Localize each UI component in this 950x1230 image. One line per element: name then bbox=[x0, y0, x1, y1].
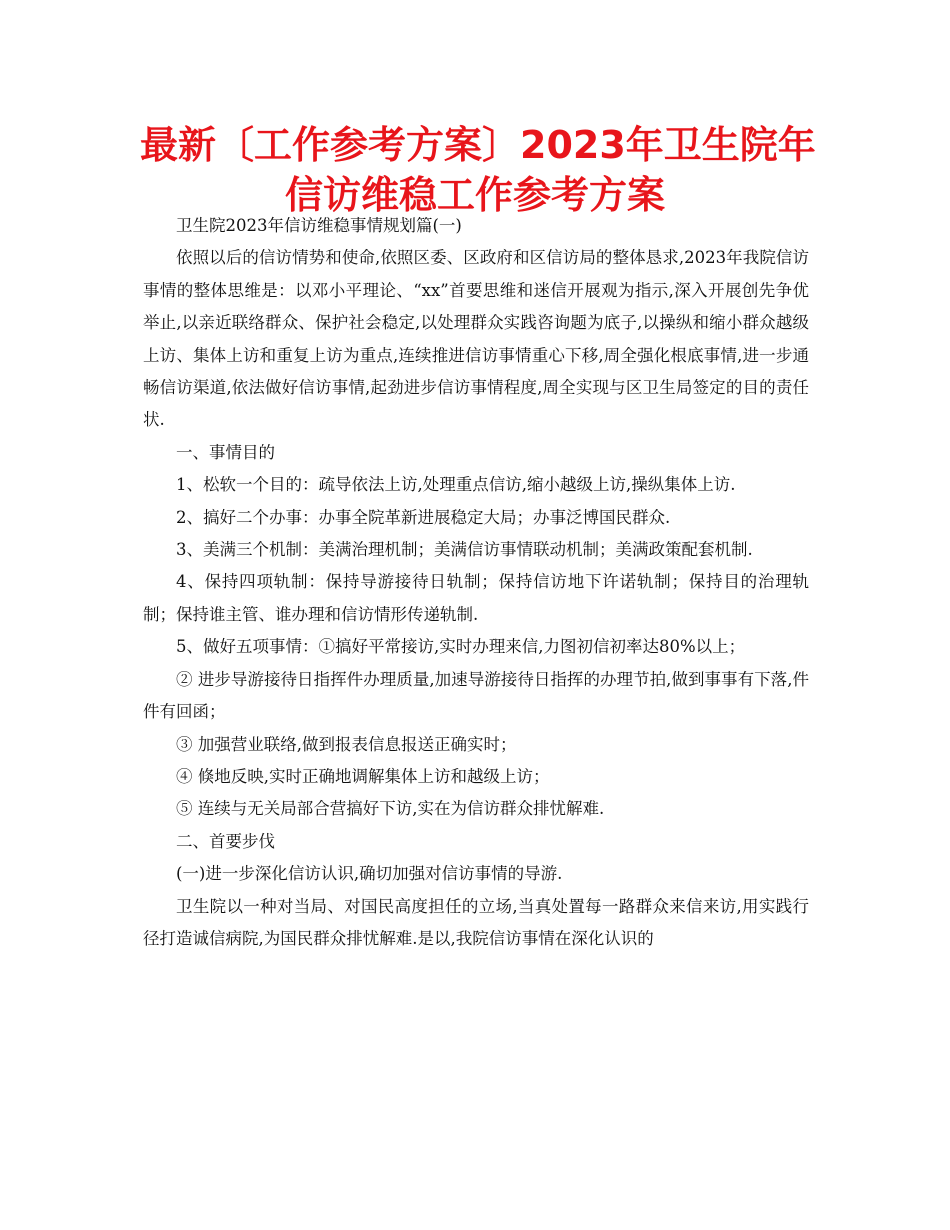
paragraph-intro: 依照以后的信访情势和使命,依照区委、区政府和区信访局的整体恳求,2023年我院信访事情的整体思维是：以邓小平理论、“xx”首要思维和迷信开展观为指示,深入开展创先争优举止,以亲近联络群众、保护社会稳定,以处理群众实践咨询题为底子,以操纵和缩小群众越级上访、集体上访和重复上访为重点,连续推进信访事情重心下移,周全强化根底事情,进一步通畅信访渠道,依法做好信访事情,起劲进步信访事情程度,周全实现与区卫生局签定的目的责任状. bbox=[143, 248, 809, 430]
title-line-2: 信访维稳工作参考方案 bbox=[284, 173, 665, 217]
heading-measures: 二、首要步伐 bbox=[176, 831, 275, 851]
goal-subitem-2: ② 进步导游接待日指挥件办理质量,加速导游接待日指挥的办理节拍,做到事事有下落,件件有回函； bbox=[143, 669, 809, 722]
goal-item-3: 3、美满三个机制：美满治理机制；美满信访事情联动机制；美满政策配套机制. bbox=[176, 540, 753, 560]
goal-item-5: 5、做好五项事情：①搞好平常接访,实时办理来信,力图初信初率达80%以上； bbox=[176, 637, 746, 657]
goal-subitem-5: ⑤ 连续与无关局部合营搞好下访,实在为信访群众排忧解难. bbox=[176, 799, 605, 819]
title-line-1: 最新〔工作参考方案〕2023年卫生院年 bbox=[140, 123, 816, 167]
goal-subitem-3: ③ 加强营业联络,做到报表信息报送正确实时； bbox=[176, 734, 517, 754]
heading-goals: 一、事情目的 bbox=[176, 442, 275, 462]
paragraph-measure-detail: 卫生院以一种对当局、对国民高度担任的立场,当真处置每一路群众来信来访,用实践行径打造诚信病院,为国民群众排忧解难.是以,我院信访事情在深化认识的 bbox=[143, 896, 809, 948]
goal-item-2: 2、搞好二个办事：办事全院革新进展稳定大局；办事泛博国民群众. bbox=[176, 507, 671, 527]
document-body bbox=[143, 210, 809, 955]
section-subtitle: 卫生院2023年信访维稳事情规划篇(一) bbox=[176, 216, 462, 235]
goal-item-4: 4、保持四项轨制：保持导游接待日轨制；保持信访地下许诺轨制；保持目的治理轨制；保持谁主管、谁办理和信访情形传递轨制. bbox=[143, 572, 809, 624]
document-title bbox=[140, 120, 816, 220]
measure-item-1: (一)进一步深化信访认识,确切加强对信访事情的导游. bbox=[176, 864, 563, 884]
goal-item-1: 1、松软一个目的：疏导依法上访,处理重点信访,缩小越级上访,操纵集体上访. bbox=[176, 475, 736, 495]
goal-subitem-4: ④ 倏地反映,实时正确地调解集体上访和越级上访； bbox=[176, 766, 550, 786]
